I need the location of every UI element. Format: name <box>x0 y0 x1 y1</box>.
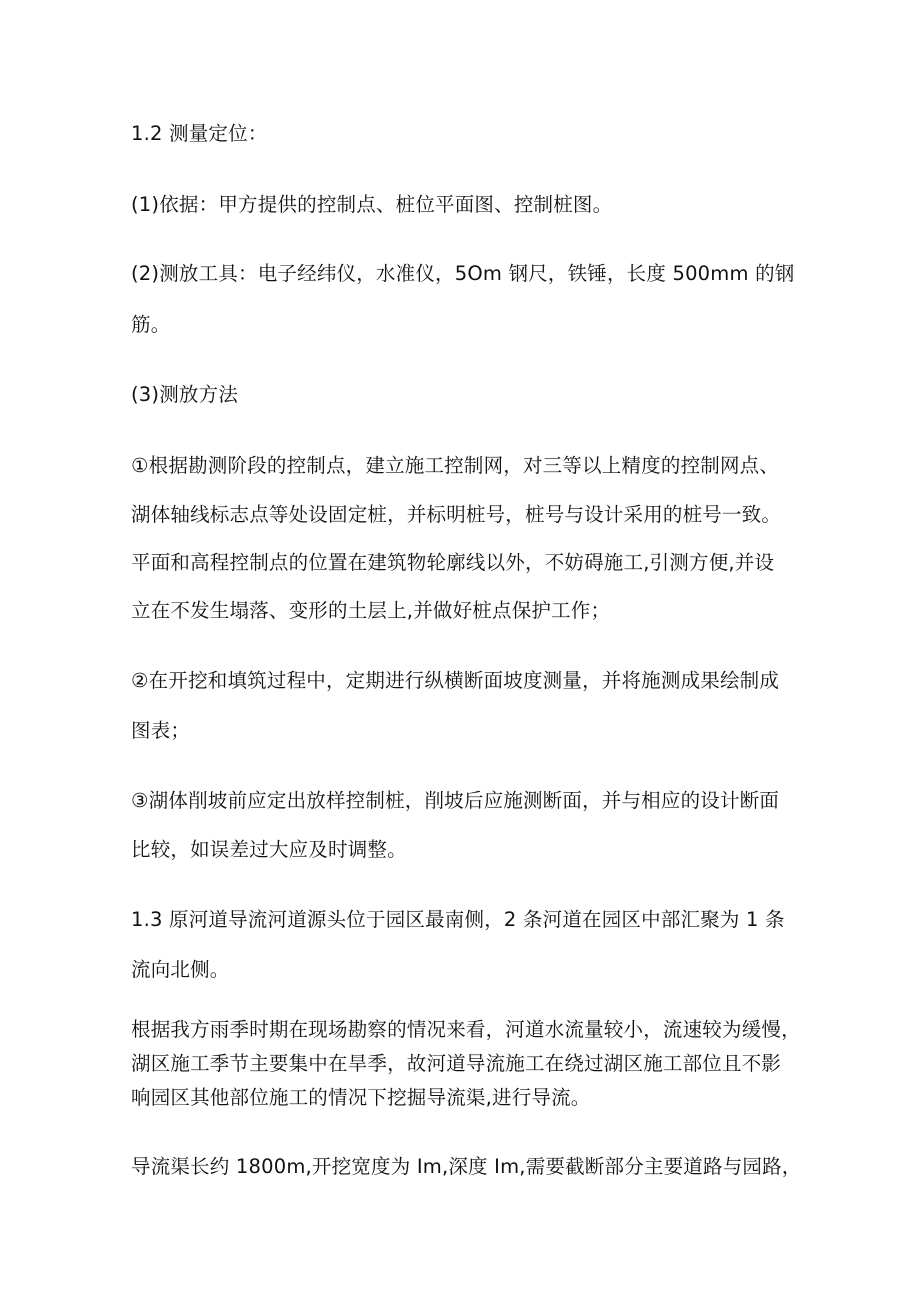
paragraph-method-heading: (3)测放方法 <box>131 383 239 406</box>
paragraph-tools-line-2: 筋。 <box>131 313 171 336</box>
paragraph-method-1-line-1: ①根据勘测阶段的控制点，建立施工控制网，对三等以上精度的控制网点、 <box>131 454 780 477</box>
paragraph-method-2-line-1: ②在开挖和填筑过程中，定期进行纵横断面坡度测量，并将施测成果绘制成 <box>131 669 780 692</box>
section-heading-1-3-line-2: 流向北侧。 <box>131 958 230 981</box>
paragraph-survey-line-3: 响园区其他部位施工的情况下挖掘导流渠,进行导流。 <box>131 1086 591 1109</box>
section-heading-1-3-line-1: 1.3 原河道导流河道源头位于园区最南侧，2 条河道在园区中部汇聚为 1 条 <box>131 908 785 931</box>
paragraph-survey-line-1: 根据我方雨季时期在现场勘察的情况来看，河道水流量较小，流速较为缓慢， <box>131 1018 801 1041</box>
paragraph-tools-line-1: (2)测放工具：电子经纬仪，水准仪，5Om 钢尺，铁锤，长度 500mm 的钢 <box>131 262 795 285</box>
section-heading-1-2: 1.2 测量定位： <box>131 122 268 145</box>
paragraph-method-1-line-4: 立在不发生塌落、变形的土层上,并做好桩点保护工作； <box>131 599 611 622</box>
paragraph-basis: (1)依据：甲方提供的控制点、桩位平面图、控制桩图。 <box>131 193 613 216</box>
paragraph-method-3-line-1: ③湖体削坡前应定出放样控制桩，削坡后应施测断面，并与相应的设计断面 <box>131 789 780 812</box>
paragraph-survey-line-2: 湖区施工季节主要集中在旱季，故河道导流施工在绕过湖区施工部位且不影 <box>131 1052 782 1075</box>
paragraph-method-2-line-2: 图表； <box>131 719 191 742</box>
paragraph-method-1-line-3: 平面和高程控制点的位置在建筑物轮廓线以外，不妨碍施工,引测方便,并设 <box>131 551 775 574</box>
paragraph-channel-line-1: 导流渠长约 1800m,开挖宽度为 Im,深度 Im,需要截断部分主要道路与园路， <box>131 1155 802 1178</box>
paragraph-method-3-line-2: 比较，如误差过大应及时调整。 <box>131 838 407 861</box>
paragraph-method-1-line-2: 湖体轴线标志点等处设固定桩，并标明桩号，桩号与设计采用的桩号一致。 <box>131 503 782 526</box>
